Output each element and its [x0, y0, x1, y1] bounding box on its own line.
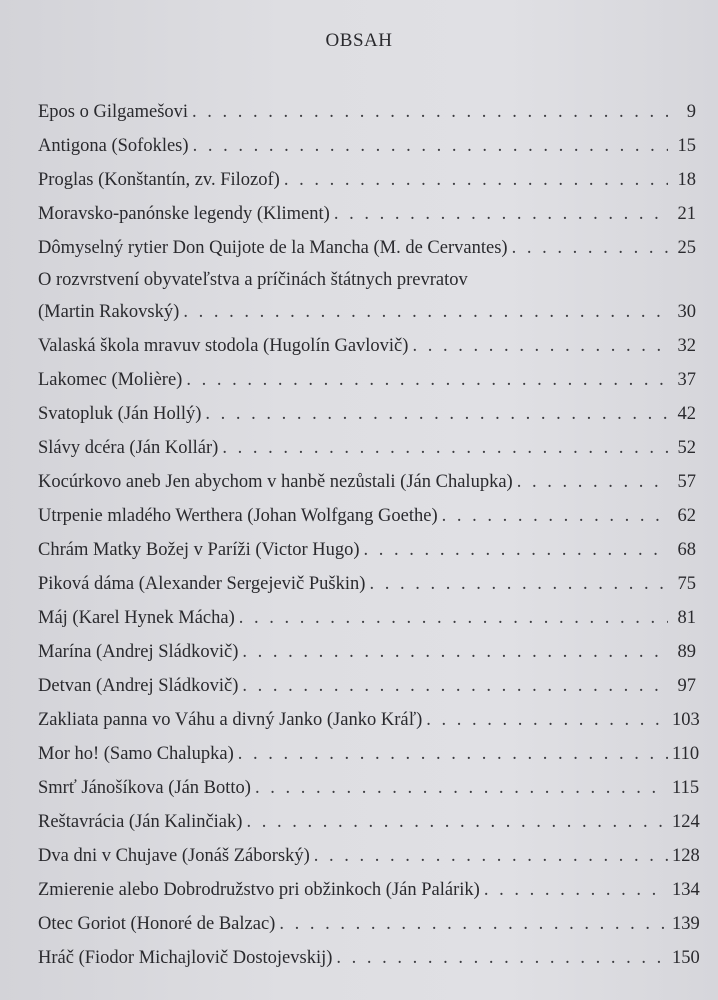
toc-entry-page-number: 68 [677, 540, 696, 560]
toc-entry [38, 129, 696, 163]
toc-entry-title: Reštavrácia (Ján Kalinčiak) [38, 812, 243, 832]
toc-entry [38, 265, 696, 329]
dot-leader [484, 873, 668, 907]
dot-leader [279, 907, 668, 941]
toc-entry-page-number: 18 [677, 170, 696, 190]
toc-entry-title: Dva dni v Chujave (Jonáš Záborský) [38, 846, 310, 866]
toc-entry-title: Valaská škola mravuv stodola (Hugolín Gavlovič) [38, 336, 409, 356]
toc-entry-title: Mor ho! (Samo Chalupka) [38, 744, 234, 764]
toc-entry-title-line1: O rozvrstvení obyvateľstva a príčinách štátnych prevratov [38, 270, 468, 290]
dot-leader [222, 431, 668, 465]
toc-entry-title: Zakliata panna vo Váhu a divný Janko (Janko Kráľ) [38, 710, 423, 730]
toc-entry [38, 805, 700, 839]
dot-leader [246, 805, 668, 839]
toc-entry-title: Otec Goriot (Honoré de Balzac) [38, 914, 276, 934]
toc-entry [38, 197, 696, 231]
toc-entry [38, 95, 696, 129]
dot-leader [364, 533, 668, 567]
dot-leader [336, 941, 668, 975]
toc-entry [38, 737, 700, 771]
dot-leader [314, 839, 668, 873]
toc-entry-title: Zmierenie alebo Dobrodružstvo pri obžinkoch (Ján Palárik) [38, 880, 480, 900]
toc-entry-page-number: 21 [677, 204, 696, 224]
toc-entry-page-number: 134 [672, 880, 700, 900]
toc-entry-title: Moravsko-panónske legendy (Kliment) [38, 204, 330, 224]
toc-entry-page-number: 9 [686, 102, 696, 122]
dot-leader [512, 231, 668, 265]
toc-entry [38, 499, 696, 533]
toc-entry-page-number: 124 [672, 812, 700, 832]
toc-entry-title: (Martin Rakovský) [38, 302, 180, 322]
dot-leader [186, 363, 668, 397]
toc-entry [38, 397, 696, 431]
toc-entry [38, 771, 700, 805]
toc-entry-title: Proglas (Konštantín, zv. Filozof) [38, 170, 280, 190]
toc-entry [38, 431, 696, 465]
toc-entry-title: Detvan (Andrej Sládkovič) [38, 676, 239, 696]
dot-leader [242, 669, 668, 703]
toc-entry-title: Kocúrkovo aneb Jen abychom v hanbě nezůstali (Ján Chalupka) [38, 472, 513, 492]
dot-leader [183, 295, 668, 329]
toc-entry-title: Piková dáma (Alexander Sergejevič Puškin) [38, 574, 366, 594]
dot-leader [334, 197, 668, 231]
toc-entry [38, 163, 696, 197]
dot-leader [412, 329, 668, 363]
toc-entry-page-number: 15 [677, 136, 696, 156]
toc-entry [38, 941, 700, 975]
dot-leader [517, 465, 668, 499]
toc-entry-page-number: 110 [672, 744, 700, 764]
toc-entry [38, 363, 696, 397]
toc-entry-page-number: 115 [672, 778, 700, 798]
toc-entry-page-number: 42 [677, 404, 696, 424]
toc-entry-title: Epos o Gilgamešovi [38, 102, 189, 122]
toc-entry-page-number: 103 [672, 710, 700, 730]
toc-entry-page-number: 97 [677, 676, 696, 696]
toc-entry-page-number: 128 [672, 846, 700, 866]
toc-entry-title: Máj (Karel Hynek Mácha) [38, 608, 235, 628]
toc-entry-title: Lakomec (Molière) [38, 370, 183, 390]
toc-entry-page-number: 62 [677, 506, 696, 526]
toc-entry-page-number: 139 [672, 914, 700, 934]
dot-leader [242, 635, 668, 669]
toc-entry [38, 533, 696, 567]
toc-entry-page-number: 30 [677, 302, 696, 322]
toc-entry-title: Smrť Jánošíkova (Ján Botto) [38, 778, 251, 798]
toc-entry-title: Chrám Matky Božej v Paríži (Victor Hugo) [38, 540, 360, 560]
toc-entry-title: Antigona (Sofokles) [38, 136, 189, 156]
toc-entry-title: Dômyselný rytier Don Quijote de la Mancha (M. de Cervantes) [38, 238, 508, 258]
toc-entry-page-number: 81 [677, 608, 696, 628]
toc-entry-page-number: 89 [677, 642, 696, 662]
toc-entry-title: Utrpenie mladého Werthera (Johan Wolfgang Goethe) [38, 506, 438, 526]
dot-leader [239, 601, 668, 635]
toc-entry-title: Marína (Andrej Sládkovič) [38, 642, 239, 662]
dot-leader [255, 771, 668, 805]
dot-leader [442, 499, 668, 533]
toc-entry [38, 703, 700, 737]
toc-entry [38, 669, 696, 703]
dot-leader [193, 129, 668, 163]
toc-entry-page-number: 37 [677, 370, 696, 390]
dot-leader [284, 163, 668, 197]
toc-entry [38, 839, 700, 873]
toc-entry [38, 635, 696, 669]
toc-entry-title: Slávy dcéra (Ján Kollár) [38, 438, 219, 458]
toc-entry-page-number: 57 [677, 472, 696, 492]
toc-entry [38, 329, 696, 363]
page-title: OBSAH [325, 30, 393, 51]
dot-leader [192, 95, 668, 129]
toc-entry-page-number: 75 [677, 574, 696, 594]
toc-entry [38, 601, 696, 635]
dot-leader [238, 737, 668, 771]
toc-entry-page-number: 32 [677, 336, 696, 356]
dot-leader [369, 567, 668, 601]
toc-entry-page-number: 52 [677, 438, 696, 458]
toc-entry [38, 873, 700, 907]
toc-entry-title: Hráč (Fiodor Michajlovič Dostojevskij) [38, 948, 333, 968]
dot-leader [426, 703, 668, 737]
dot-leader [205, 397, 668, 431]
toc-entry [38, 567, 696, 601]
toc-entry [38, 465, 696, 499]
toc-entry-page-number: 25 [677, 238, 696, 258]
table-of-contents [38, 95, 700, 975]
toc-entry [38, 231, 696, 265]
toc-entry [38, 907, 700, 941]
toc-entry-title: Svatopluk (Ján Hollý) [38, 404, 202, 424]
toc-entry-page-number: 150 [672, 948, 700, 968]
